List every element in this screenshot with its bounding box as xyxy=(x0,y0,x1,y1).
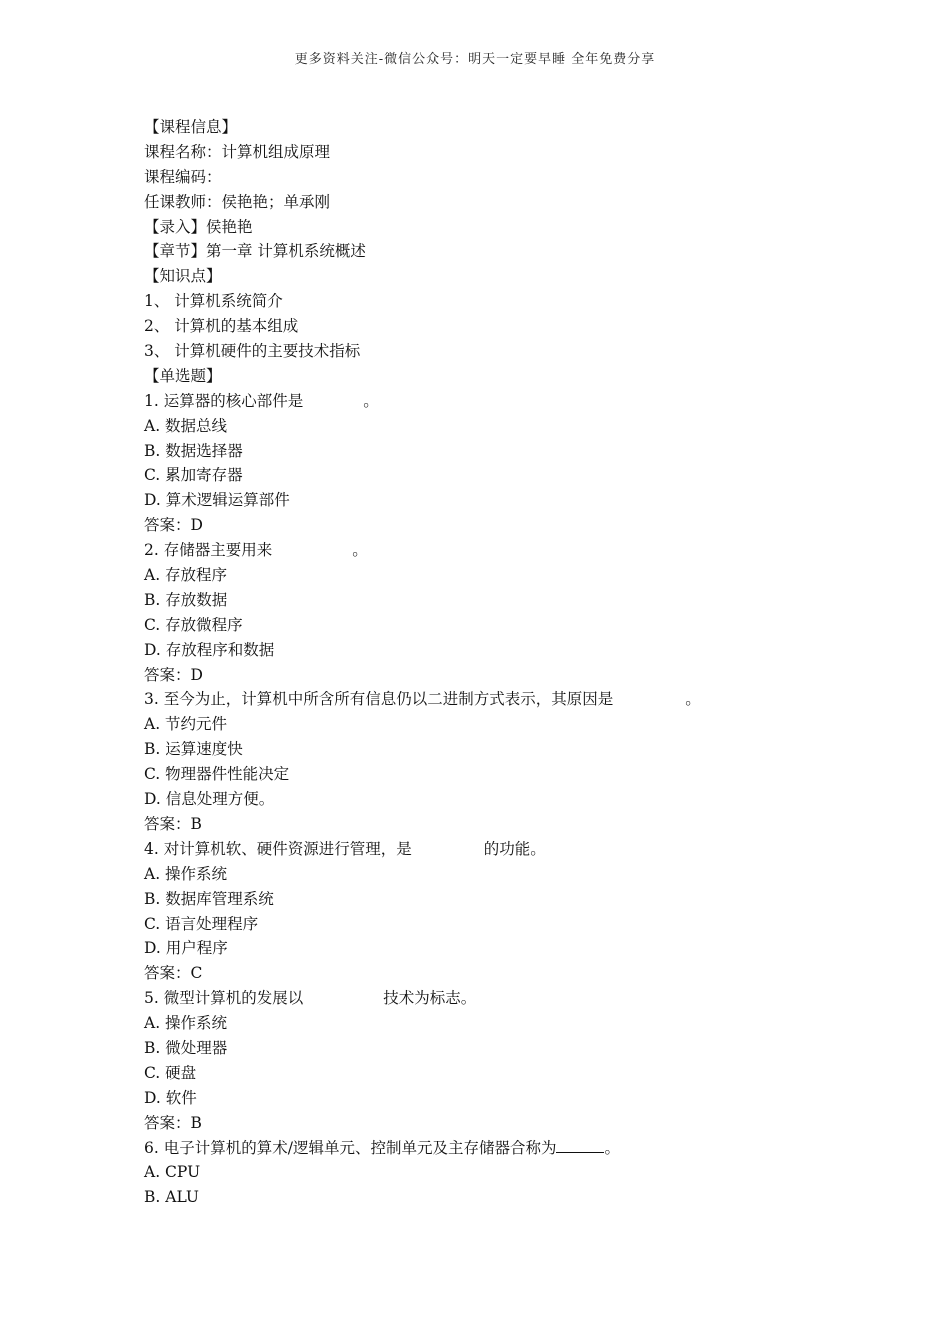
course-teacher: 任课教师：侯艳艳；单承刚 xyxy=(144,192,331,211)
question-option: A. 节约元件 xyxy=(144,715,228,734)
question-option: B. 运算速度快 xyxy=(144,740,243,759)
knowledge-point: 3、 计算机硬件的主要技术指标 xyxy=(144,342,361,361)
question-option: A. 操作系统 xyxy=(144,1014,228,1033)
question-option: C. 物理器件性能决定 xyxy=(144,765,290,784)
question-option: A. 数据总线 xyxy=(144,416,228,435)
question-option: B. 微处理器 xyxy=(144,1038,228,1057)
entry-author: 【录入】侯艳艳 xyxy=(144,217,253,236)
question-answer: 答案：C xyxy=(144,964,203,983)
question-answer: 答案：B xyxy=(144,814,202,833)
question-option: B. 存放数据 xyxy=(144,590,228,609)
knowledge-point: 2、 计算机的基本组成 xyxy=(144,317,299,336)
question-option: A. 操作系统 xyxy=(144,864,228,883)
document-body xyxy=(144,115,844,1210)
question-stem-text: 3. 至今为止，计算机中所含所有信息仍以二进制方式表示，其原因是 xyxy=(144,690,614,709)
question-option: D. 软件 xyxy=(144,1088,197,1107)
course-info-heading: 【课程信息】 xyxy=(144,118,238,136)
question-option: C. 存放微程序 xyxy=(144,615,243,634)
question-stem xyxy=(144,1136,844,1161)
question-option: D. 用户程序 xyxy=(144,939,228,958)
question-option: C. 硬盘 xyxy=(144,1063,197,1082)
knowledge-heading: 【知识点】 xyxy=(144,267,222,286)
question-option: D. 算术逻辑运算部件 xyxy=(144,491,290,510)
question-stem xyxy=(144,986,844,1011)
question-stem-text: 6. 电子计算机的算术/逻辑单元、控制单元及主存储器合称为 xyxy=(144,1138,557,1157)
question-option: A. 存放程序 xyxy=(144,566,228,585)
question-stem xyxy=(144,687,844,712)
question-answer: 答案：B xyxy=(144,1113,202,1132)
chapter-title: 【章节】第一章 计算机系统概述 xyxy=(144,242,366,261)
course-code: 课程编码： xyxy=(144,167,222,186)
question-option: B. 数据选择器 xyxy=(144,441,243,460)
question-stem-tail: 。 xyxy=(604,1138,620,1157)
answer-blank xyxy=(556,1138,604,1153)
question-stem xyxy=(144,389,844,414)
question-stem-text: 4. 对计算机软、硬件资源进行管理，是 xyxy=(144,839,412,858)
question-stem-tail: 。 xyxy=(352,541,368,560)
question-option: D. 存放程序和数据 xyxy=(144,640,275,659)
page-header-note: 更多资料关注-微信公众号：明天一定要早睡 全年免费分享 xyxy=(294,52,656,67)
single-choice-heading: 【单选题】 xyxy=(144,366,222,385)
question-stem-text: 1. 运算器的核心部件是 xyxy=(144,391,304,410)
knowledge-point: 1、 计算机系统简介 xyxy=(144,292,283,311)
question-stem-text: 2. 存储器主要用来 xyxy=(144,541,273,560)
question-answer: 答案：D xyxy=(144,665,203,684)
question-option: C. 累加寄存器 xyxy=(144,466,243,485)
question-stem xyxy=(144,538,844,563)
course-name: 课程名称：计算机组成原理 xyxy=(144,142,331,161)
question-stem-tail: 。 xyxy=(685,690,701,709)
question-option: D. 信息处理方便。 xyxy=(144,790,275,809)
question-stem-tail: 。 xyxy=(363,391,379,410)
question-option: B. 数据库管理系统 xyxy=(144,889,274,908)
question-stem xyxy=(144,837,844,862)
question-option: A. CPU xyxy=(144,1163,201,1182)
question-stem-text: 5. 微型计算机的发展以 xyxy=(144,989,304,1008)
question-stem-tail: 技术为标志。 xyxy=(383,989,477,1008)
question-answer: 答案：D xyxy=(144,516,203,535)
question-stem-tail: 的功能。 xyxy=(483,839,546,858)
question-option: C. 语言处理程序 xyxy=(144,914,259,933)
question-option: B. ALU xyxy=(144,1188,199,1207)
